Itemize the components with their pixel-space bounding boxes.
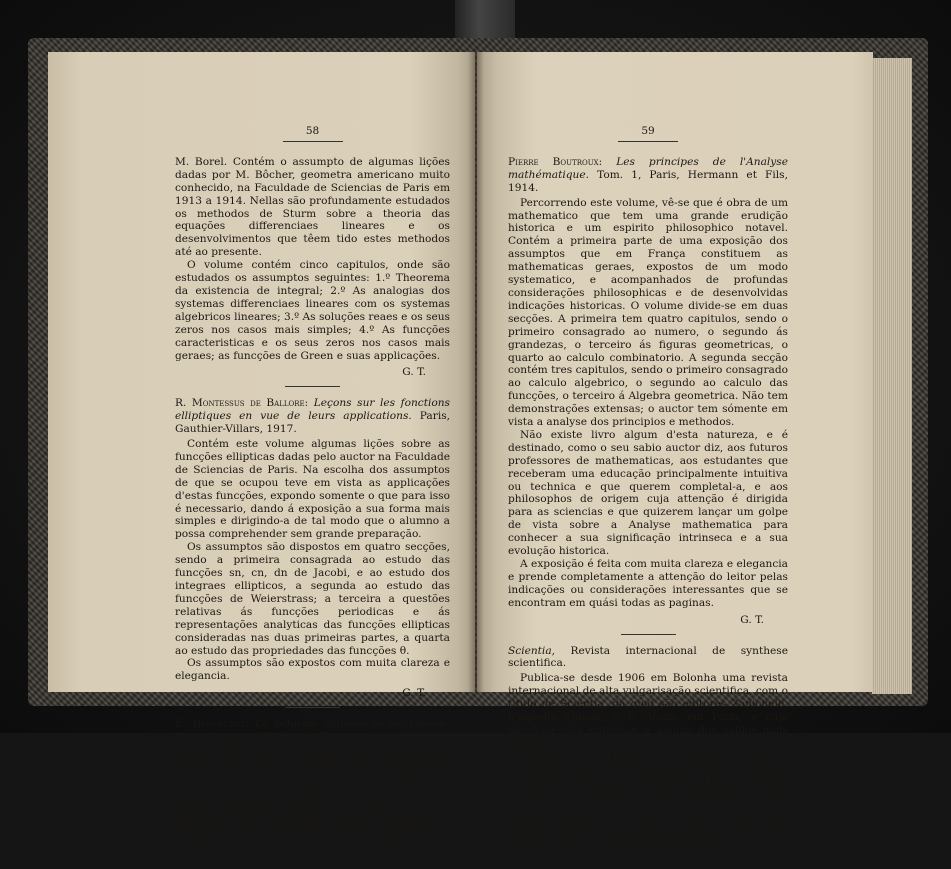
right-page-text [508, 125, 788, 853]
review-paragraph: Não existe livro algum d'esta natureza, e é destinado, como o seu sabio auctor diz, aos futuros professores de mathematicas, aos estudantes que receberam uma educação principalmente intuitiva ou technica e que querem completal-a, e aos philosophos de origem cuja attenção é dirigida para as sciencias e que quizerem lançar um golpe de vista sobre a Analyse mathematica para conhecer a sua significação intrinseca e a sua evolução historica. [508, 428, 788, 558]
review-title: Scientia, [508, 644, 555, 657]
review-separator [285, 386, 340, 387]
review-author: Pierre Boutroux: [508, 155, 603, 168]
review-signature: G. T. [402, 366, 426, 379]
review-paragraph: Percorrendo este volume, vê-se que é obra de um mathematico que tem uma grande erudição historica e um espirito philosophico notavel. Contém a primeira parte de uma exposição dos assumptos que em França constituem as mathematicas geraes, expostos de um modo systematico, e acompanhados de profundas considerações philosophicas e de desenvolvidas indicações historicas. O volume divide-se em duas secções. A primeira tem quatro capitulos, sendo o primeiro consagrado ao numero, o segundo ás grandezas, o terceiro ás figuras geometricas, o quarto ao calculo combinatorio. A segunda secção contém tres capitulos, sendo o primeiro consagrado ao calculo algebrico, o segundo ao calculo das funcções, o terceiro á Algebra geometrica. Não tem demonstrações extensas; o auctor tem sómente em vista a analyse dos principios e methodos. [508, 196, 788, 429]
review-publisher: Paris, Gauthier-Villars, 1917. [175, 410, 451, 436]
review-author: R. Montessus de Ballore: [175, 397, 309, 410]
review-paragraph: Publica-se desde 1906 em Bolonha uma revista internacional de alta vulgarisação scientifica, com o titulo de Scientia, da qual são editores Zanichelli, n'aquella cidade, e F. Alcan, em Paris, e cuja direcção está entregue a alguns dos sabios mais illustres da Italia (G. Bruni, A. Dionisi, F. Enriques, A. Giardina e E. Rignano). É consagrada a todas as sciencias, desde as mathematicas até á sociologia, e sobre ellas tem publicado artigos notaveis assignados por sabios da maior reputação de todos os paizes, tendo assim adquirido uma situação que revista alguma da mesma natureza até hoje attingiu. Não se occupa de questões de natureza especial, mas sim de assumptos geraes, [508, 672, 788, 853]
review-paragraph: Este opusculo é consagrado á questão, actualmente muito debatida, da contagem do tempo. O auctor entende que se deve reformar o modo de contar o tempo, de maneira que os relogios marquem sempre a mesma hora ao nascer do Sol. Indica meios para conseguir isto, occupa-se das vantagens d'este systema e responde ás objecções a que pode dar logar. [175, 745, 450, 849]
review-signature: G. T. [402, 687, 426, 700]
review-title: La reforme rationnelle de l'heure. [255, 718, 450, 731]
review-signature: G. T. [740, 613, 764, 626]
left-page-text [175, 125, 450, 869]
review-subtitle: Revista internacional de synthese scientifica. [508, 644, 788, 670]
review-separator [285, 707, 340, 708]
review-title: Leçons sur les fonctions elliptiques en vue de leurs applications. [175, 397, 450, 423]
review-paragraph: Contém este volume algumas lições sobre as funcções ellipticas dadas pelo auctor na Faculdade de Sciencias de Paris. Na escolha dos assumptos de que se ocupou teve em vista as applicações d'estas funcções, expondo somente o que para isso é necessario, dando á exposição a sua forma mais simples e dirigindo-a de tal modo que o alumno a possa comprehender sem grande preparação. [175, 438, 450, 541]
review-heading [508, 156, 788, 195]
review-title: Les principes de l'Analyse mathématique. [508, 155, 788, 181]
book-gutter [468, 52, 484, 692]
review-separator [621, 634, 676, 635]
page-number: 59 [641, 125, 655, 137]
review-publisher: Tom. 1, Paris, Hermann et Fils, 1914. [508, 168, 788, 194]
review-signature: G. T. [402, 853, 426, 866]
review-paragraph: Os assumptos são dispostos em quatro secções, sendo a primeira consagrada ao estudo das funcções sn, cn, dn de Jacobi, e ao estudo dos integraes ellipticos, a segunda ao estudo das funcções de Weierstrass; a terceira a questões relativas ás funcções periodicas e ás representações analyticas das funcções ellipticas consideradas nas duas primeiras partes, a quarta ao estudo das propriedades das funcções θ. [175, 541, 450, 657]
review-paragraph: M. Borel. Contém o assumpto de algumas lições dadas por M. Bôcher, geometra americano muito conhecido, na Faculdade de Sciencias de Paris em 1913 a 1914. Nellas são profundamente estudados os methodos de Sturm sobre a theoria das equações differenciaes lineares e os desenvolvimentos que têem tido estes methodos até ao presente. [175, 155, 450, 259]
review-heading [175, 397, 450, 436]
review-paragraph: Os assumptos são expostos com muita clareza e elegancia. [175, 657, 450, 683]
review-heading [175, 718, 450, 744]
page-number-rule [618, 141, 678, 142]
review-heading [508, 645, 788, 671]
review-author: E. Désortiaux: [175, 718, 249, 731]
review-paragraph: O volume contém cinco capitulos, onde são estudados os assumptos seguintes: 1.º Theorema da existencia de integral; 2.º As analogias dos systemas differenciaes lineares com os systemas algebricos lineares; 3.º As soluções reaes e os seus zeros nos casos mais simples; 4.º As funcções caracteristicas e os seus zeros nos casos mais geraes; as funcções de Green e suas applicações. [175, 259, 450, 362]
page-block-edges [872, 58, 912, 694]
page-number: 58 [305, 125, 320, 137]
review-publisher: Paris, Gauthier-Villars, 1917. [175, 731, 331, 744]
review-paragraph: A exposição é feita com muita clareza e elegancia e prende completamente a attenção do leitor pelas indicações ou considerações interessantes que se encontram em quási todas as paginas. [508, 558, 788, 609]
page-number-rule [283, 141, 343, 142]
